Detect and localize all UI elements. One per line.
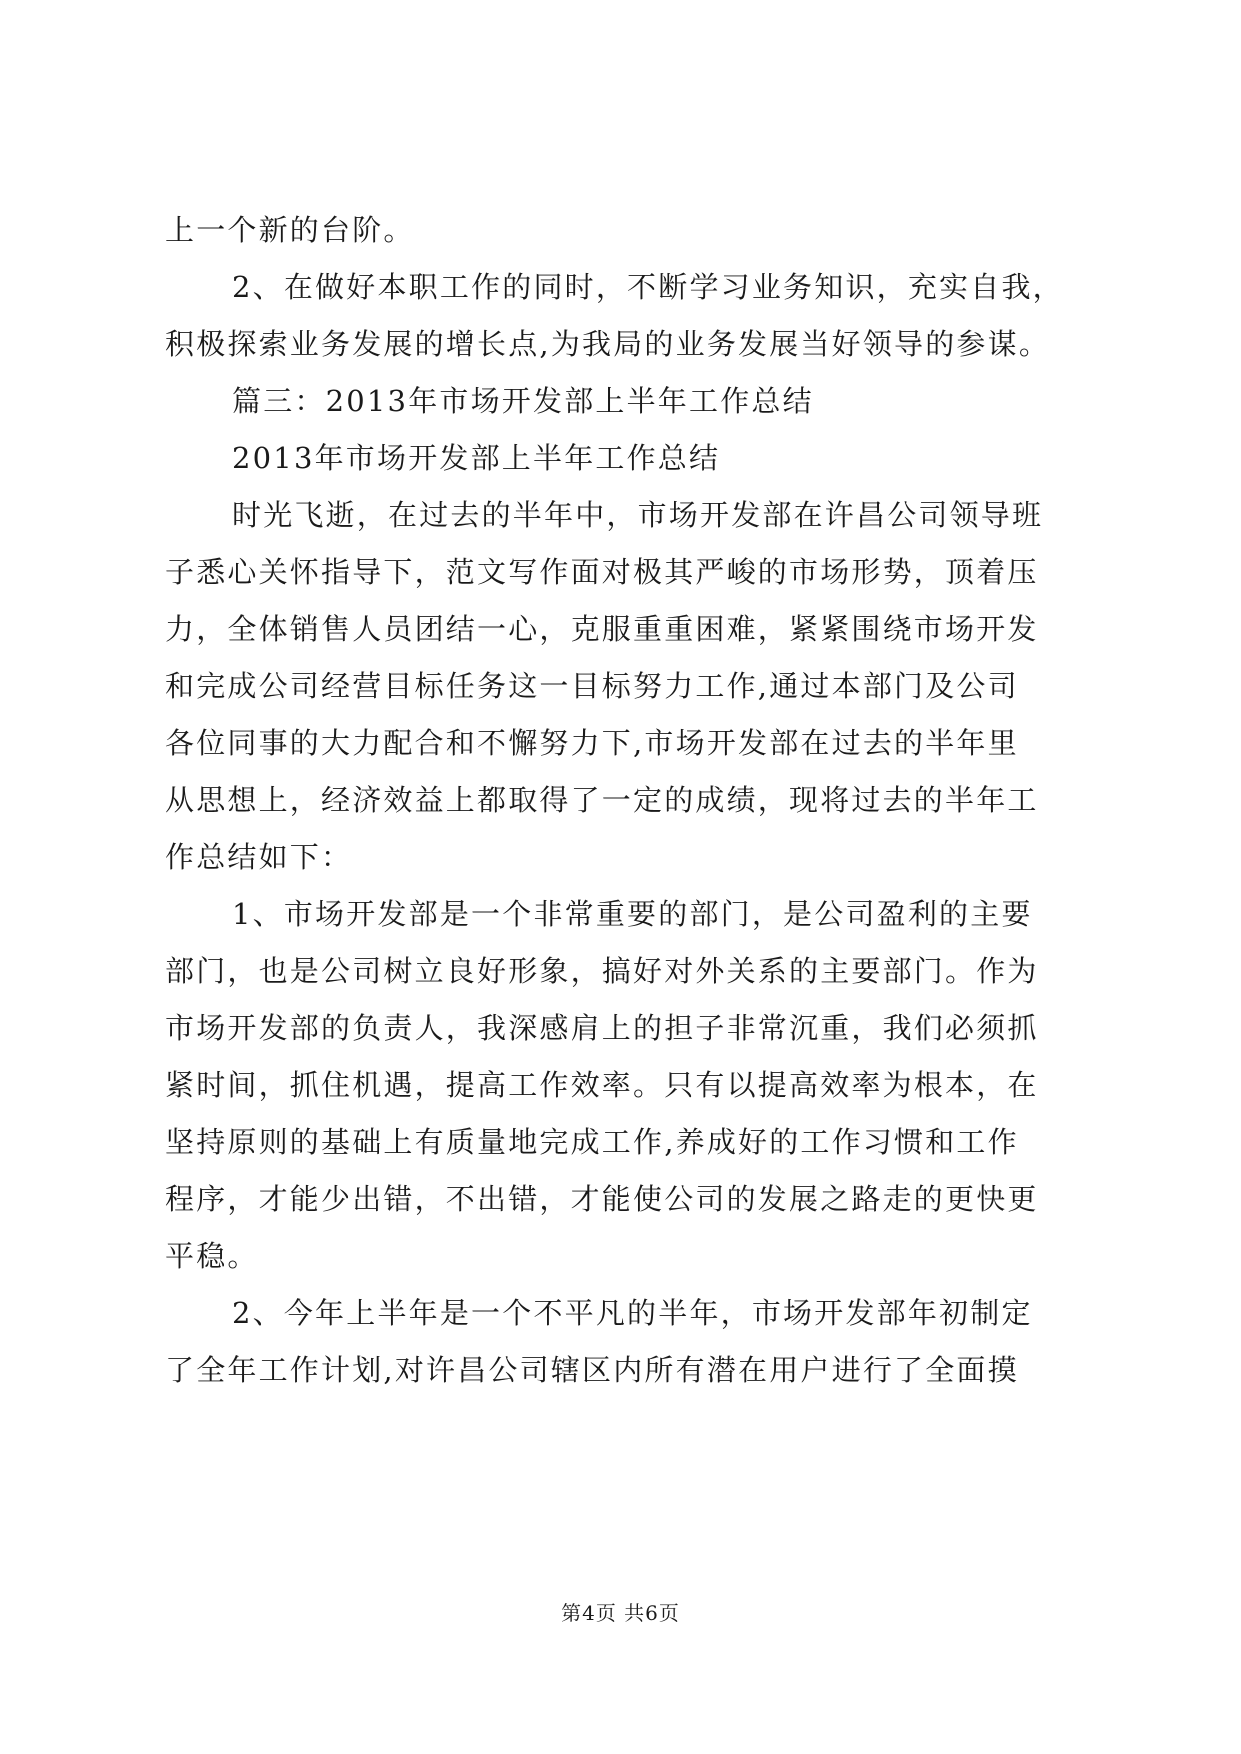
paragraph-start-line: 时光飞逝，在过去的半年中，市场开发部在许昌公司领导班 [232,498,1044,532]
text-line: 坚持原则的基础上有质量地完成工作,养成好的工作习惯和工作 [165,1125,1019,1159]
paragraph-start-line: 2、在做好本职工作的同时，不断学习业务知识，充实自我， [232,270,1064,304]
page-number-label: 第4页 共6页 [561,1601,680,1625]
text-line: 各位同事的大力配合和不懈努力下,市场开发部在过去的半年里 [165,726,1019,760]
text-line: 作总结如下： [165,840,353,874]
page-footer [0,1600,1241,1626]
text-line: 积极探索业务发展的增长点,为我局的业务发展当好领导的参谋。 [165,327,1051,361]
paragraph-start-line: 1、市场开发部是一个非常重要的部门，是公司盈利的主要 [232,897,1033,931]
text-line: 程序，才能少出错，不出错，才能使公司的发展之路走的更快更 [165,1182,1039,1216]
text-line: 部门，也是公司树立良好形象，搞好对外关系的主要部门。作为 [165,954,1039,988]
text-line: 力，全体销售人员团结一心，克服重重困难，紧紧围绕市场开发 [165,612,1039,646]
text-line: 上一个新的台阶。 [165,213,415,247]
text-line: 紧时间，抓住机遇，提高工作效率。只有以提高效率为根本，在 [165,1068,1039,1102]
text-line: 了全年工作计划,对许昌公司辖区内所有潜在用户进行了全面摸 [165,1353,1019,1387]
section-heading: 篇三：2013年市场开发部上半年工作总结 [232,384,814,418]
text-line: 从思想上，经济效益上都取得了一定的成绩，现将过去的半年工 [165,783,1039,817]
text-line: 和完成公司经营目标任务这一目标努力工作,通过本部门及公司 [165,669,1019,703]
text-line: 市场开发部的负责人，我深感肩上的担子非常沉重，我们必须抓 [165,1011,1039,1045]
paragraph-start-line: 2、今年上半年是一个不平凡的半年，市场开发部年初制定 [232,1296,1033,1330]
text-line: 平稳。 [165,1239,259,1273]
text-line: 子悉心关怀指导下，范文写作面对极其严峻的市场形势，顶着压 [165,555,1039,589]
document-title: 2013年市场开发部上半年工作总结 [232,441,721,475]
